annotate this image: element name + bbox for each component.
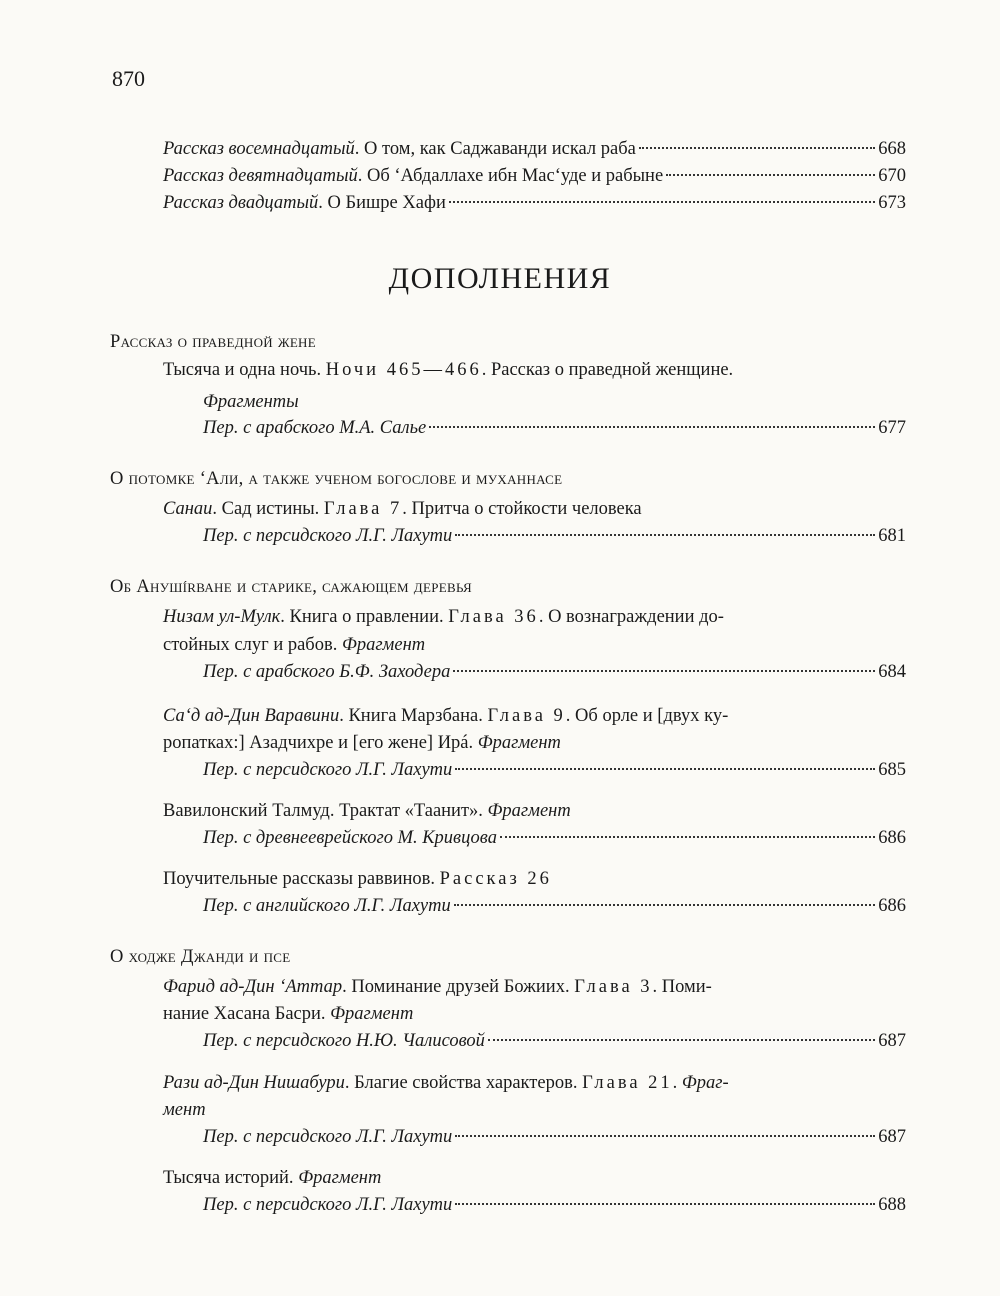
entry-text: . Поминание друзей Божиих. [342,977,575,997]
entry-text: . Благие свойства характеров. [344,1073,583,1093]
fragment-label: Фрагмент [298,1168,382,1188]
entry-text: . Об ‘Абдаллахе ибн Мас‘уде и рабыне [357,166,664,186]
fragment-label: Фрагменты [203,392,299,412]
entry-text: . О вознаграждении до- [538,607,724,627]
fragment-label: Фрагмент [477,733,561,753]
entry-line [163,799,571,823]
translator: Пер. с персидского Л.Г. Лахути [203,760,453,780]
entry-author: Фарид ад-Дин ‘Аттар [163,977,343,997]
entry-line [163,1002,413,1026]
dot-leader [454,904,876,906]
fragment-label: Фрагмент [341,635,426,655]
entry-author: Санаи [163,499,213,519]
page-ref: 670 [878,166,906,186]
entry-line [163,358,733,382]
section-title: О ходже Джанди и псе [110,947,291,967]
entry-author: Низам ул-Мулк [163,607,281,627]
toc-entry[interactable] [203,1125,906,1149]
page-number: 870 [112,66,145,91]
page-ref: 681 [878,526,906,546]
entry-spaced: Глава 7 [323,499,403,519]
dot-leader [449,201,875,203]
entry-author: Рази ад-Дин Нишабури [163,1073,345,1093]
translator: Пер. с арабского Б.Ф. Заходера [203,662,451,682]
entry-line [163,704,728,728]
dot-leader [666,174,875,176]
entry-text: . Сад истины. [212,499,324,519]
entry-text: Тысяча историй. [163,1168,299,1188]
section-title: Об Анушírване и старике, сажающем деревья [110,577,472,597]
page-ref: 668 [878,139,906,159]
page-ref: 677 [878,418,906,438]
toc-entry[interactable] [163,164,906,188]
entry-line [163,497,642,521]
entry-spaced: Ночи 465—466 [325,360,482,380]
entry-spaced: Глава 36 [448,607,539,627]
entry-text: . Притча о стойкости человека [402,499,642,519]
entry-line [163,867,552,891]
translator: Пер. с персидского Л.Г. Лахути [203,526,453,546]
entry-spaced: Рассказ 26 [439,869,552,889]
entry-text: ропатках:] Азадчихре и [его жене] Ирá. [163,733,478,753]
toc-entry[interactable] [203,660,906,684]
page-ref: 687 [878,1031,906,1051]
toc-entry[interactable] [203,1029,906,1053]
entry-spaced: Глава 3 [574,977,653,997]
entry-text: . Книга Марзбана. [339,706,488,726]
page-ref: 687 [878,1127,906,1147]
dot-leader [453,670,875,672]
page-ref: 684 [878,662,906,682]
translator: Пер. с древнееврейского М. Кривцова [203,828,497,848]
entry-title: Рассказ восемнадцатый [163,139,355,159]
dot-leader [455,768,875,770]
toc-entry[interactable] [163,191,906,215]
entry-text: нание Хасана Басри. [163,1004,331,1024]
fragment-label: Фрагмент [330,1004,414,1024]
dot-leader [429,426,875,428]
entry-spaced: Глава 21 [582,1073,673,1093]
toc-entry[interactable] [203,826,906,850]
entry-spaced: Глава 9 [487,706,566,726]
entry-author: Са‘д ад-Дин Варавини [163,706,340,726]
fragment-label: Фраг- [681,1073,729,1093]
dot-leader [488,1039,875,1041]
entry-text: Тысяча и одна ночь. [163,360,326,380]
entry-text: . Об орле и [двух ку- [565,706,729,726]
page-ref: 688 [878,1195,906,1215]
toc-entry[interactable] [203,416,906,440]
entry-text: . Поми- [652,977,712,997]
entry-text: . О том, как Саджаванди искал раба [354,139,636,159]
entry-text: . Рассказ о праведной женщине. [481,360,734,380]
entry-title: Рассказ двадцатый [163,193,319,213]
entry-line [163,1071,729,1095]
page-ref: 686 [878,896,906,916]
entry-line [163,1166,381,1190]
entry-text: . О Бишре Хафи [318,193,446,213]
translator: Пер. с английского Л.Г. Лахути [203,896,451,916]
entry-line [163,633,425,657]
entry-title: Рассказ девятнадцатый [163,166,358,186]
translator: Пер. с арабского М.А. Салье [203,418,427,438]
dot-leader [455,534,875,536]
page-ref: 673 [878,193,906,213]
page-ref: 685 [878,760,906,780]
entry-text: . [672,1073,682,1093]
entry-text: Вавилонский Талмуд. Трактат «Таанит». [163,801,488,821]
entry-text: . Книга о правлении. [280,607,449,627]
entry-text: стойных слуг и рабов. [163,635,342,655]
toc-entry[interactable] [203,758,906,782]
entry-line [163,975,712,999]
entry-text: Поучительные рассказы раввинов. [163,869,440,889]
fragment-label: мент [163,1100,206,1120]
toc-entry[interactable] [203,1193,906,1217]
section-heading: ДОПОЛНЕНИЯ [388,262,612,295]
dot-leader [639,147,875,149]
translator: Пер. с персидского Л.Г. Лахути [203,1195,453,1215]
section-title: Рассказ о праведной жене [110,332,316,352]
translator: Пер. с персидского Н.Ю. Чалисовой [203,1031,485,1051]
translator: Пер. с персидского Л.Г. Лахути [203,1127,453,1147]
dot-leader [455,1135,875,1137]
toc-entry[interactable] [163,137,906,161]
toc-entry[interactable] [203,524,906,548]
dot-leader [500,836,875,838]
toc-entry[interactable] [203,894,906,918]
entry-line [163,731,561,755]
dot-leader [455,1203,875,1205]
entry-line [163,605,724,629]
section-title: О потомке ‘Али, а также ученом богослове и муханнасе [110,469,563,489]
page-ref: 686 [878,828,906,848]
fragment-label: Фрагмент [487,801,571,821]
